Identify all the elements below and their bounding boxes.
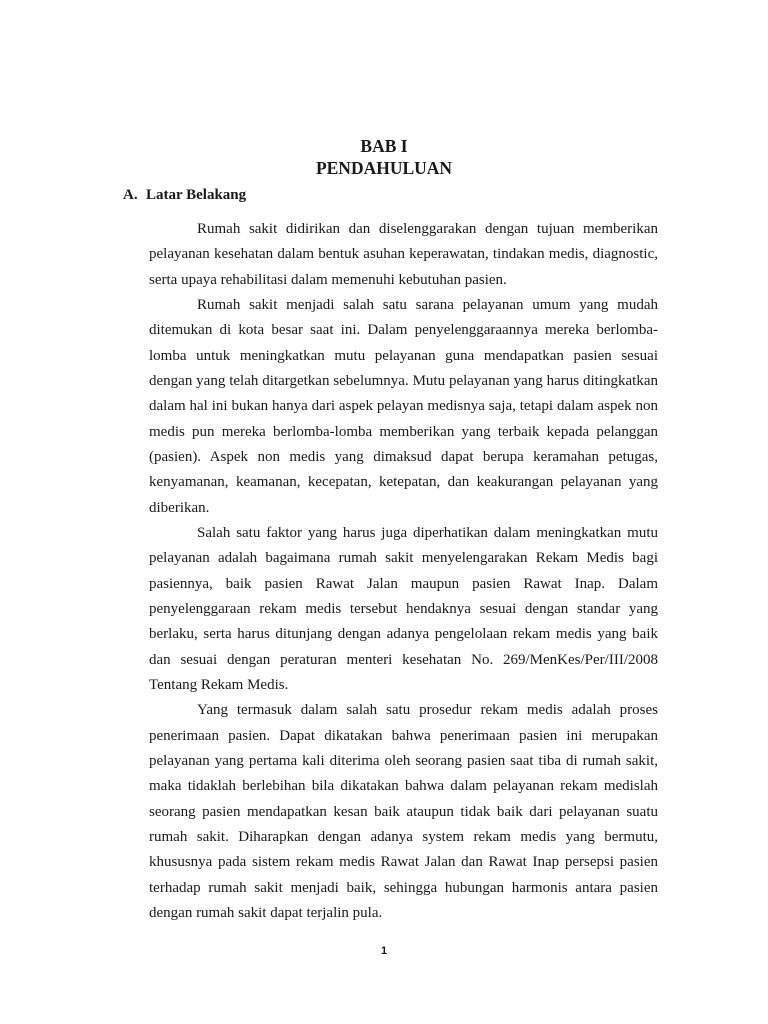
page-number: 1 <box>380 945 388 957</box>
section-title: Latar Belakang <box>146 187 247 203</box>
paragraph: Rumah sakit menjadi salah satu sarana pelayanan umum yang mudah ditemukan di kota besar saat ini. Dalam penyelenggaraannya mereka berlomba-lomba untuk meningkatkan mutu pelayanan guna mendapatkan pasien sesuai dengan yang telah ditargetkan sebelumnya. Mutu pelayanan yang harus ditingkatkan dalam hal ini bukan hanya dari aspek pelayan medisnya saja, tetapi dalam aspek non medis pun mereka berlomba-lomba memberikan yang terbaik kepada pelanggan (pasien). Aspek non medis yang dimaksud dapat berupa keramahan petugas, kenyamanan, keamanan, kecepatan, ketepatan, dan keakurangan pelayanan yang diberikan. <box>149 296 658 516</box>
paragraph: Rumah sakit didirikan dan diselenggarakan dengan tujuan memberikan pelayanan kesehatan dalam bentuk asuhan keperawatan, tindakan medis, diagnostic, serta upaya rehabilitasi dalam memenuhi kebutuhan pasien. <box>149 221 658 288</box>
body-text <box>149 217 658 926</box>
section-heading <box>123 185 246 205</box>
chapter-number: BAB I <box>360 136 408 156</box>
section-letter: A. <box>123 187 138 203</box>
chapter-title: PENDAHULUAN <box>315 158 453 178</box>
paragraph: Salah satu faktor yang harus juga diperhatikan dalam meningkatkan mutu pelayanan adalah bagaimana rumah sakit menyelengarakan Rekam Medis bagi pasiennya, baik pasien Rawat Jalan maupun pasien Rawat Inap. Dalam penyelenggaraan rekam medis tersebut hendaknya sesuai dengan standar yang berlaku, serta harus ditunjang dengan adanya pengelolaan rekam medis yang baik dan sesuai dengan peraturan menteri kesehatan No. 269/MenKes/Per/III/2008 Tentang Rekam Medis. <box>149 524 658 693</box>
paragraph: Yang termasuk dalam salah satu prosedur rekam medis adalah proses penerimaan pasien. Dapat dikatakan bahwa penerimaan pasien ini merupakan pelayanan yang pertama kali diterima oleh seorang pasien saat tiba di rumah sakit, maka tidaklah berlebihan bila dikatakan bahwa dalam pelayanan rekam medislah seorang pasien mendapatkan kesan baik ataupun tidak baik dari pelayanan suatu rumah sakit. Diharapkan dengan adanya system rekam medis yang bermutu, khususnya pada sistem rekam medis Rawat Jalan dan Rawat Inap persepsi pasien terhadap rumah sakit menjadi baik, sehingga hubungan harmonis antara pasien dengan rumah sakit dapat terjalin pula. <box>149 702 658 921</box>
